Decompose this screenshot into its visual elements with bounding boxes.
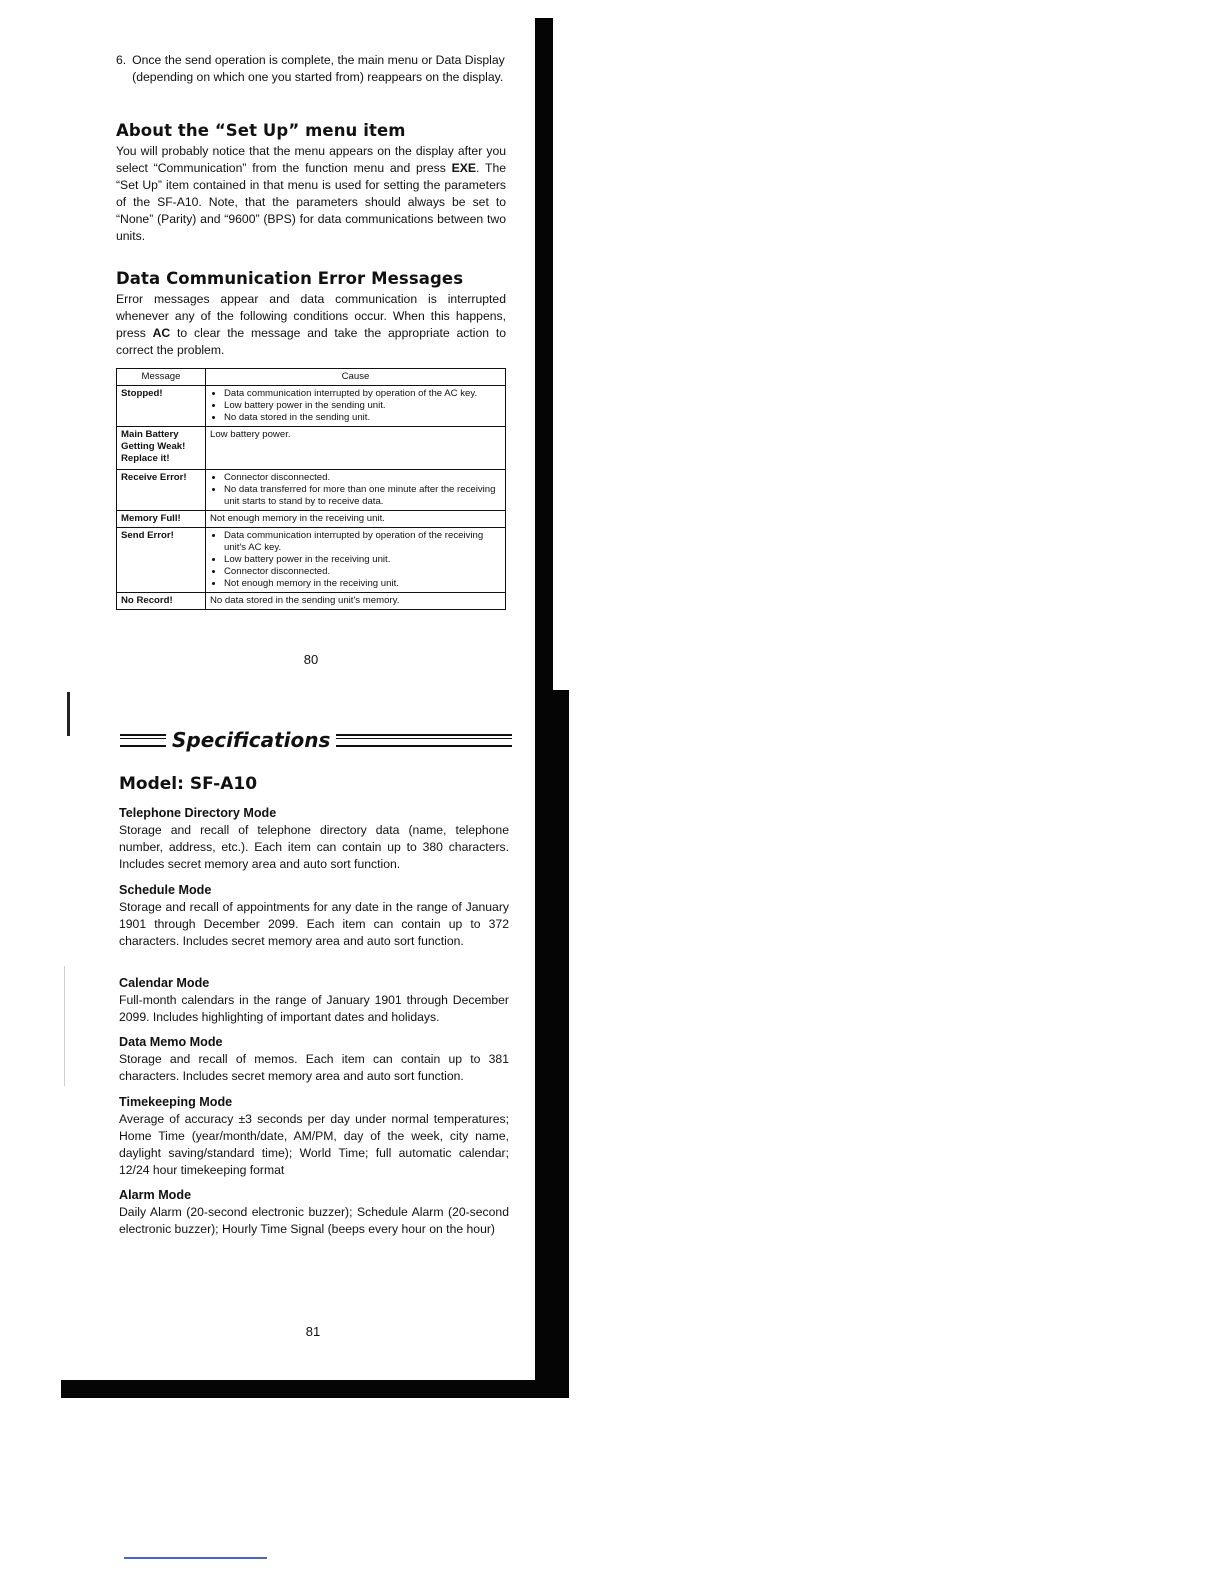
spec-text: Full-month calendars in the range of January 1901 through December 2099. Includes highlighting of important dates and holidays. [119,993,509,1024]
message-cell: Send Error! [117,528,206,593]
spec-text: Storage and recall of memos. Each item can contain up to 381 characters. Includes secret memory area and auto sort function. [119,1052,509,1083]
spec-heading: Timekeeping Mode [119,1095,233,1109]
specifications-title-bar [120,726,512,754]
table-row [117,386,506,427]
message-cell: Memory Full! [117,511,206,528]
cause-item: • Connector disconnected. [224,472,501,484]
cause-item: • Data communication interrupted by operation of the AC key. [224,388,501,400]
spec-text: Average of accuracy ±3 seconds per day under normal temperatures; Home Time (year/month/date, AM/PM, day of the week, city name, daylight saving/standard time); World Time; full automatic calendar; 12/24 hour timekeeping format [119,1112,509,1177]
spec-heading: Schedule Mode [119,883,212,897]
cause-item: • Data communication interrupted by operation of the receiving unit's AC key. [224,530,501,554]
page-number-80: 80 [303,652,319,667]
cause-item: • Not enough memory in the receiving unit. [224,578,501,590]
spec-text: Storage and recall of telephone directory data (name, telephone number, address, etc.). Each item can contain up to 380 characters. Includes secret memory area and auto sort function. [119,823,509,871]
table-row [117,528,506,593]
page-number-81: 81 [305,1324,321,1339]
cause-item: • No data stored in the sending unit. [224,412,501,424]
table-header-row [117,369,506,386]
spec-section-schedule [119,882,509,950]
message-cell: Receive Error! [117,470,206,511]
table-row [117,593,506,610]
cause-cell: Not enough memory in the receiving unit. [206,511,506,528]
spec-section-alarm [119,1187,509,1238]
step-number: 6. [116,53,127,67]
errors-heading: Data Communication Error Messages [116,269,464,288]
step-text: Once the send operation is complete, the main menu or Data Display (depending on which one you started from) reappears on the display. [132,53,505,84]
message-cell: Main Battery Getting Weak! Replace it! [117,427,206,470]
table-row [117,470,506,511]
errors-section [116,270,506,359]
spec-section-telephone [119,805,509,873]
setup-paragraph [116,143,506,245]
step-6 [116,52,506,86]
column-header-cause: Cause [206,369,506,386]
errors-text-2: to clear the message and take the appropriate action to correct the problem. [116,326,506,357]
table-row [117,511,506,528]
errors-text-1: Error messages appear and data communication is interrupted whenever any of the following conditions occur. When this happens, press [116,292,506,340]
spec-heading: Telephone Directory Mode [119,806,277,820]
errors-paragraph [116,291,506,359]
title-rule-right [336,734,512,747]
scan-mark [67,692,70,736]
cause-cell [206,528,506,593]
cause-item: • Low battery power in the receiving unit. [224,554,501,566]
cause-item: • No data transferred for more than one minute after the receiving unit starts to stand by to receive data. [224,484,501,508]
setup-text-1: You will probably notice that the menu appears on the display after you select “Communication” from the function menu and press [116,144,506,175]
setup-text-2: . The “Set Up” item contained in that menu is used for setting the parameters of the SF-A10. Note, that the parameters should always be set to “None” (Parity) and “9600” (BPS) for data communications between two units. [116,161,506,243]
setup-section [116,122,506,245]
message-cell: No Record! [117,593,206,610]
cause-item: • Connector disconnected. [224,566,501,578]
spec-heading: Data Memo Mode [119,1035,223,1049]
cause-cell [206,470,506,511]
ac-key: AC [152,326,171,340]
specifications-title: Specifications [172,728,331,752]
model-heading-wrap [119,776,509,793]
exe-key: EXE [451,161,477,175]
cause-cell: No data stored in the sending unit's memory. [206,593,506,610]
table-row [117,427,506,470]
error-message-table [116,368,506,610]
spec-heading: Alarm Mode [119,1188,192,1202]
model-heading: Model: SF-A10 [119,774,258,794]
title-rule-left [120,734,166,747]
column-header-message: Message [117,369,206,386]
cause-cell: Low battery power. [206,427,506,470]
spec-text: Storage and recall of appointments for any date in the range of January 1901 through December 2099. Each item can contain up to 372 characters. Includes secret memory area and auto sort function. [119,900,509,948]
spec-heading: Calendar Mode [119,976,210,990]
scan-mark-faint [64,966,65,1086]
spec-text: Daily Alarm (20-second electronic buzzer); Schedule Alarm (20-second electronic buzzer); Hourly Time Signal (beeps every hour on the hour) [119,1205,509,1236]
spec-section-timekeeping [119,1094,509,1179]
scan-border-right-lower [548,690,569,1380]
message-cell: Stopped! [117,386,206,427]
cause-cell [206,386,506,427]
spec-section-calendar [119,975,509,1026]
setup-heading: About the “Set Up” menu item [116,121,406,140]
scan-line [124,1557,267,1559]
scan-border-bottom [61,1380,569,1398]
cause-item: • Low battery power in the sending unit. [224,400,501,412]
spec-section-data-memo [119,1034,509,1085]
